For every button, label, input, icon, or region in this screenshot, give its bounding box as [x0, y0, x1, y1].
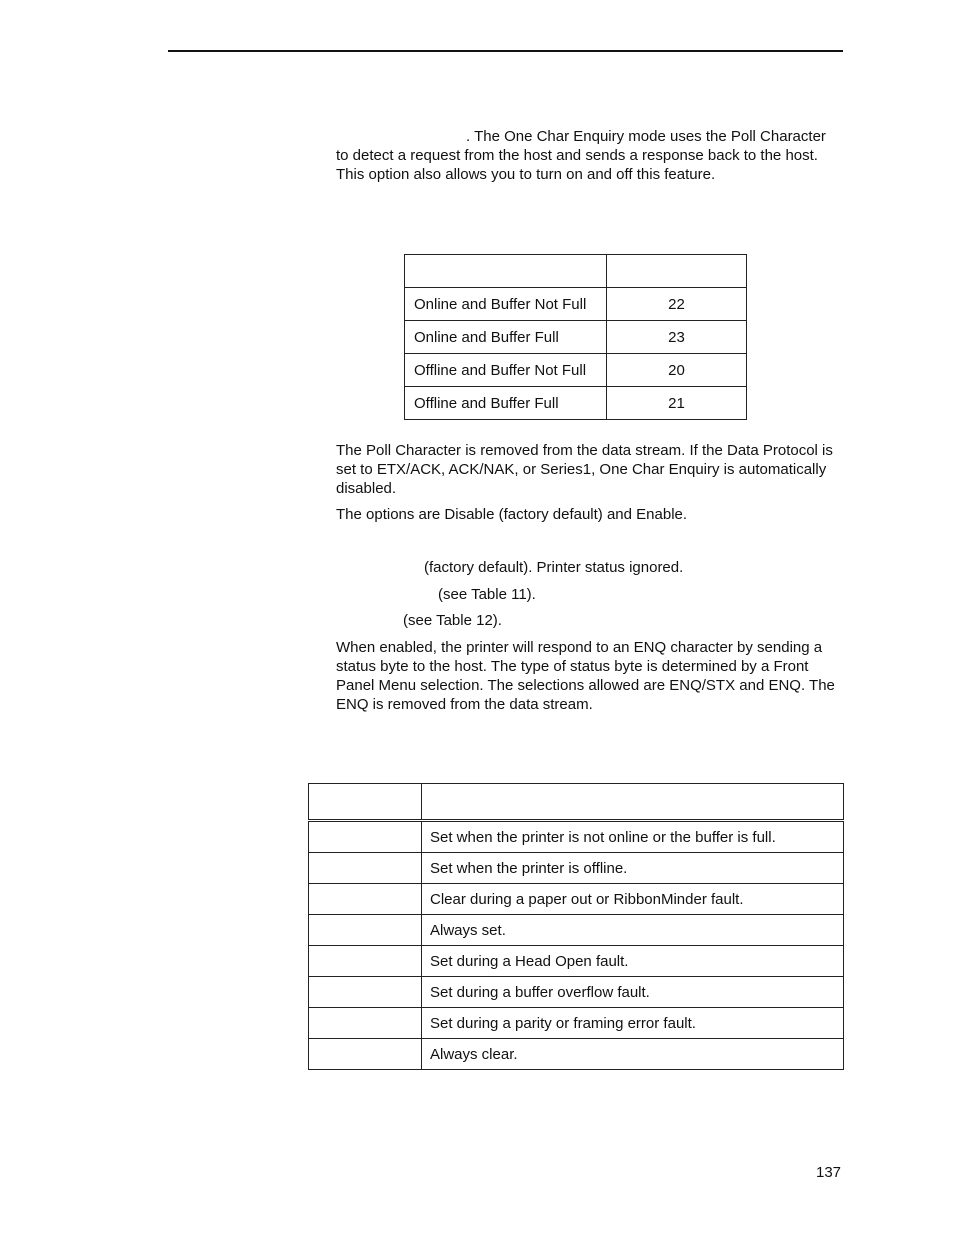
status-label: Offline and Buffer Full — [405, 387, 607, 420]
bit-description: Set when the printer is offline. — [422, 853, 844, 884]
table-row — [309, 821, 844, 853]
table-row — [405, 387, 747, 420]
bit-cell — [309, 884, 422, 915]
table-row — [309, 1039, 844, 1070]
bit-cell — [309, 853, 422, 884]
status-value: 22 — [607, 288, 747, 321]
table-header-row — [309, 784, 844, 821]
status-bit-table — [308, 783, 844, 1070]
table-row — [309, 1008, 844, 1039]
intro-line-2: to detect a request from the host and sends a response back to the host. — [336, 147, 818, 164]
bit-cell — [309, 915, 422, 946]
bit-cell — [309, 1008, 422, 1039]
status-byte-table — [404, 254, 747, 420]
options-note: The options are Disable (factory default) and Enable. — [336, 506, 688, 523]
bit-description: Always set. — [422, 915, 844, 946]
status-value: 21 — [607, 387, 747, 420]
bit-description: Always clear. — [422, 1039, 844, 1070]
table-row — [309, 884, 844, 915]
table-row — [309, 977, 844, 1008]
header-cell — [607, 255, 747, 288]
header-cell — [309, 784, 422, 821]
header-cell — [422, 784, 844, 821]
table-row — [309, 853, 844, 884]
enq-note: When enabled, the printer will respond to an ENQ character by sending a status byte to the host. The type of status byte is determined by a Front Panel Menu selection. The selections allowed are ENQ/STX and ENQ. The ENQ is removed from the data stream. — [336, 639, 835, 713]
table-row — [405, 321, 747, 354]
status-label: Offline and Buffer Not Full — [405, 354, 607, 387]
bit-cell — [309, 977, 422, 1008]
option-enq-stx: (see Table 11). — [438, 586, 536, 603]
poll-note: The Poll Character is removed from the data stream. If the Data Protocol is set to ETX/ACK, ACK/NAK, or Series1, One Char Enquiry is automatically disabled. — [336, 442, 833, 497]
bit-cell — [309, 946, 422, 977]
intro-paragraph — [336, 127, 841, 184]
bit-cell — [309, 1039, 422, 1070]
table-row — [405, 288, 747, 321]
status-label: Online and Buffer Not Full — [405, 288, 607, 321]
option-disable: (factory default). Printer status ignored. — [424, 559, 684, 576]
page-number: 137 — [816, 1164, 842, 1181]
status-value: 23 — [607, 321, 747, 354]
bit-description: Clear during a paper out or RibbonMinder fault. — [422, 884, 844, 915]
table-row — [405, 354, 747, 387]
bit-cell — [309, 821, 422, 853]
bit-description: Set during a Head Open fault. — [422, 946, 844, 977]
table-row — [309, 946, 844, 977]
bit-description: Set during a parity or framing error fault. — [422, 1008, 844, 1039]
table-row — [309, 915, 844, 946]
table-header-row — [405, 255, 747, 288]
header-rule — [168, 50, 843, 52]
bit-description: Set during a buffer overflow fault. — [422, 977, 844, 1008]
status-label: Online and Buffer Full — [405, 321, 607, 354]
intro-line-3: This option also allows you to turn on and off this feature. — [336, 166, 716, 183]
intro-line-1: . The One Char Enquiry mode uses the Poll Character — [466, 128, 826, 145]
header-cell — [405, 255, 607, 288]
status-value: 20 — [607, 354, 747, 387]
option-enq: (see Table 12). — [403, 612, 502, 629]
bit-description: Set when the printer is not online or the buffer is full. — [422, 821, 844, 853]
